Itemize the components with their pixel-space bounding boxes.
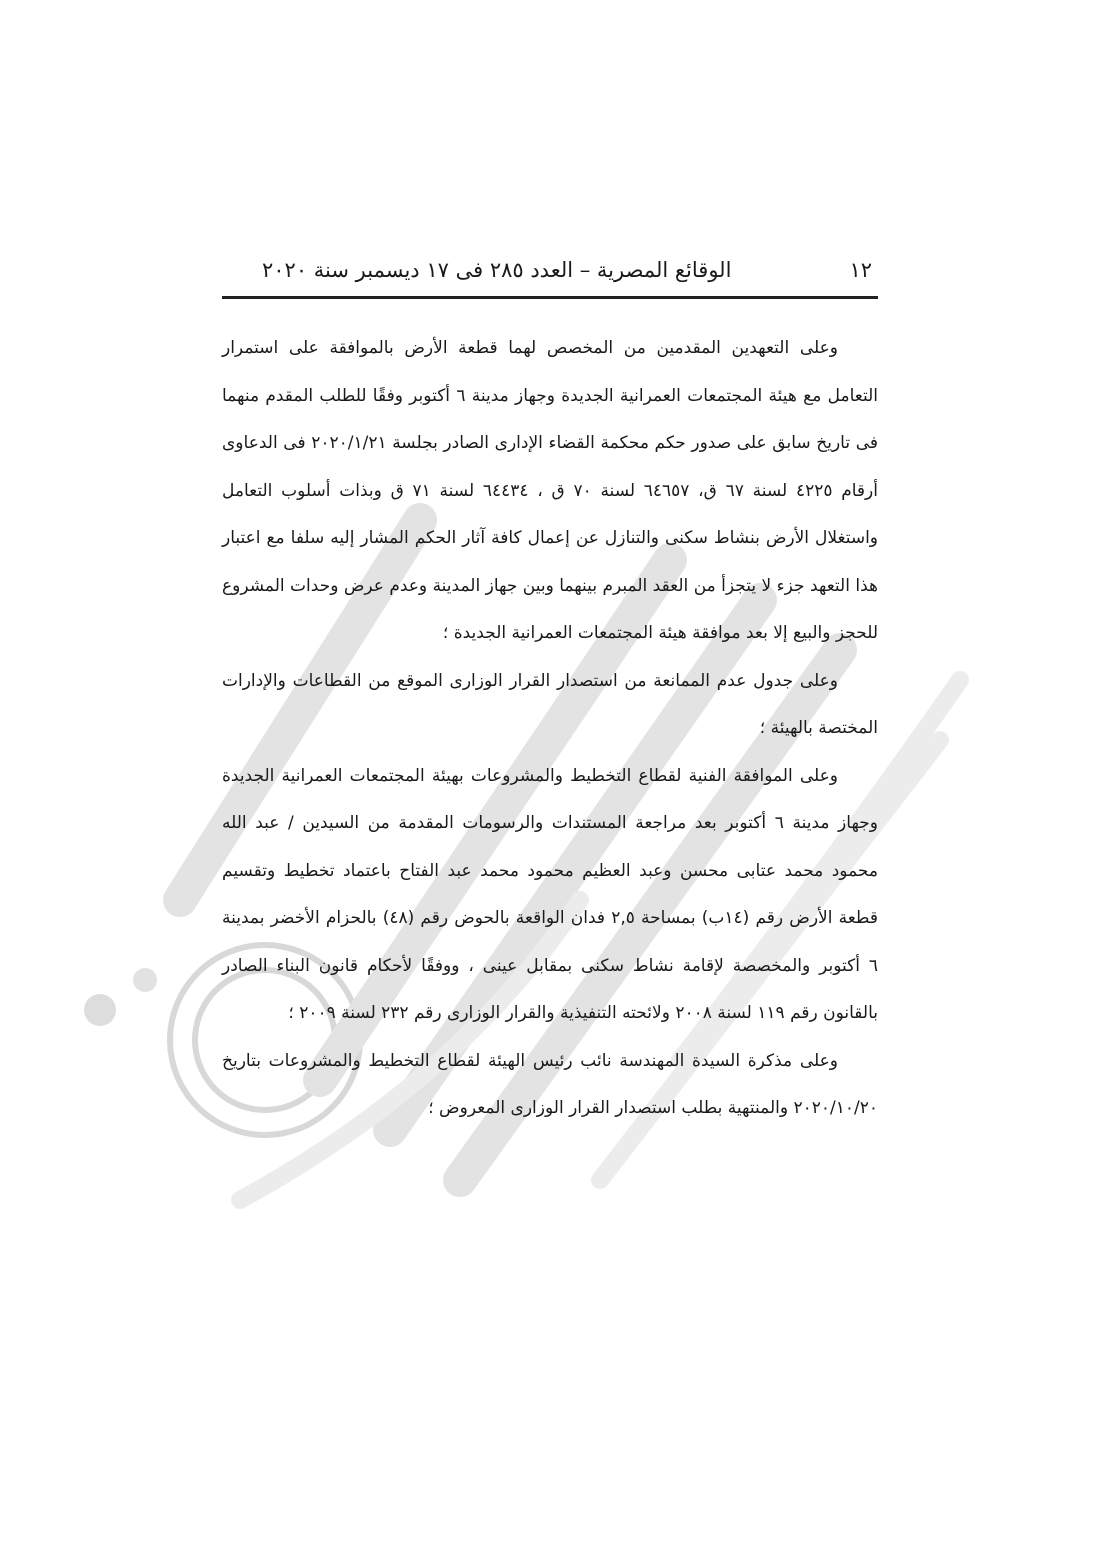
header-divider: [222, 296, 878, 299]
paragraph: وعلى التعهدين المقدمين من المخصص لهما قطعة الأرض بالموافقة على استمرار التعامل مع هيئة المجتمعات العمرانية الجديدة وجهاز مدينة ٦ أكتوبر وفقًا للطلب المقدم منهما فى تاريخ سابق على صدور حكم محكمة القضاء الإدارى الصادر بجلسة ٢٠٢٠/١/٢١ فى الدعاوى أرقام ٤٢٢٥ لسنة ٦٧ ق، ٦٤٦٥٧ لسنة ٧٠ ق ، ٦٤٤٣٤ لسنة ٧١ ق وبذات أسلوب التعامل واستغلال الأرض بنشاط سكنى والتنازل عن إعمال كافة آثار الحكم المشار إليه سلفا مع اعتبار هذا التعهد جزء لا يتجزأ من العقد المبرم بينهما وبين جهاز المدينة وعدم عرض وحدات المشروع للحجز والبيع إلا بعد موافقة هيئة المجتمعات العمرانية الجديدة ؛: [222, 338, 878, 643]
gazette-title: الوقائع المصرية – العدد ٢٨٥ فى ١٧ ديسمبر سنة ٢٠٢٠: [262, 258, 732, 282]
page-number: ١٢: [849, 258, 872, 282]
paragraph: وعلى مذكرة السيدة المهندسة نائب رئيس الهيئة لقطاع التخطيط والمشروعات بتاريخ ٢٠٢٠/١٠/٢٠ والمنتهية بطلب استصدار القرار الوزارى المعروض ؛: [222, 1050, 878, 1118]
page-header: [222, 250, 878, 290]
paragraph: وعلى جدول عدم الممانعة من استصدار القرار الوزارى الموقع من القطاعات والإدارات المختصة بالهيئة ؛: [222, 670, 878, 738]
document-body: [222, 325, 878, 1133]
paragraph: وعلى الموافقة الفنية لقطاع التخطيط والمشروعات بهيئة المجتمعات العمرانية الجديدة وجهاز مدينة ٦ أكتوبر بعد مراجعة المستندات والرسومات المقدمة من السيدين / عبد الله محمود محمد عتابى محسن وعبد العظيم محمود محمد عبد الفتاح باعتماد تخطيط وتقسيم قطعة الأرض رقم (١٤ب) بمساحة ٢,٥ فدان الواقعة بالحوض رقم (٤٨) بالحزام الأخضر بمدينة ٦ أكتوبر والمخصصة لإقامة نشاط سكنى بمقابل عينى ، ووفقًا لأحكام قانون البناء الصادر بالقانون رقم ١١٩ لسنة ٢٠٠٨ ولائحته التنفيذية والقرار الوزارى رقم ٢٣٢ لسنة ٢٠٠٩ ؛: [222, 765, 879, 1023]
